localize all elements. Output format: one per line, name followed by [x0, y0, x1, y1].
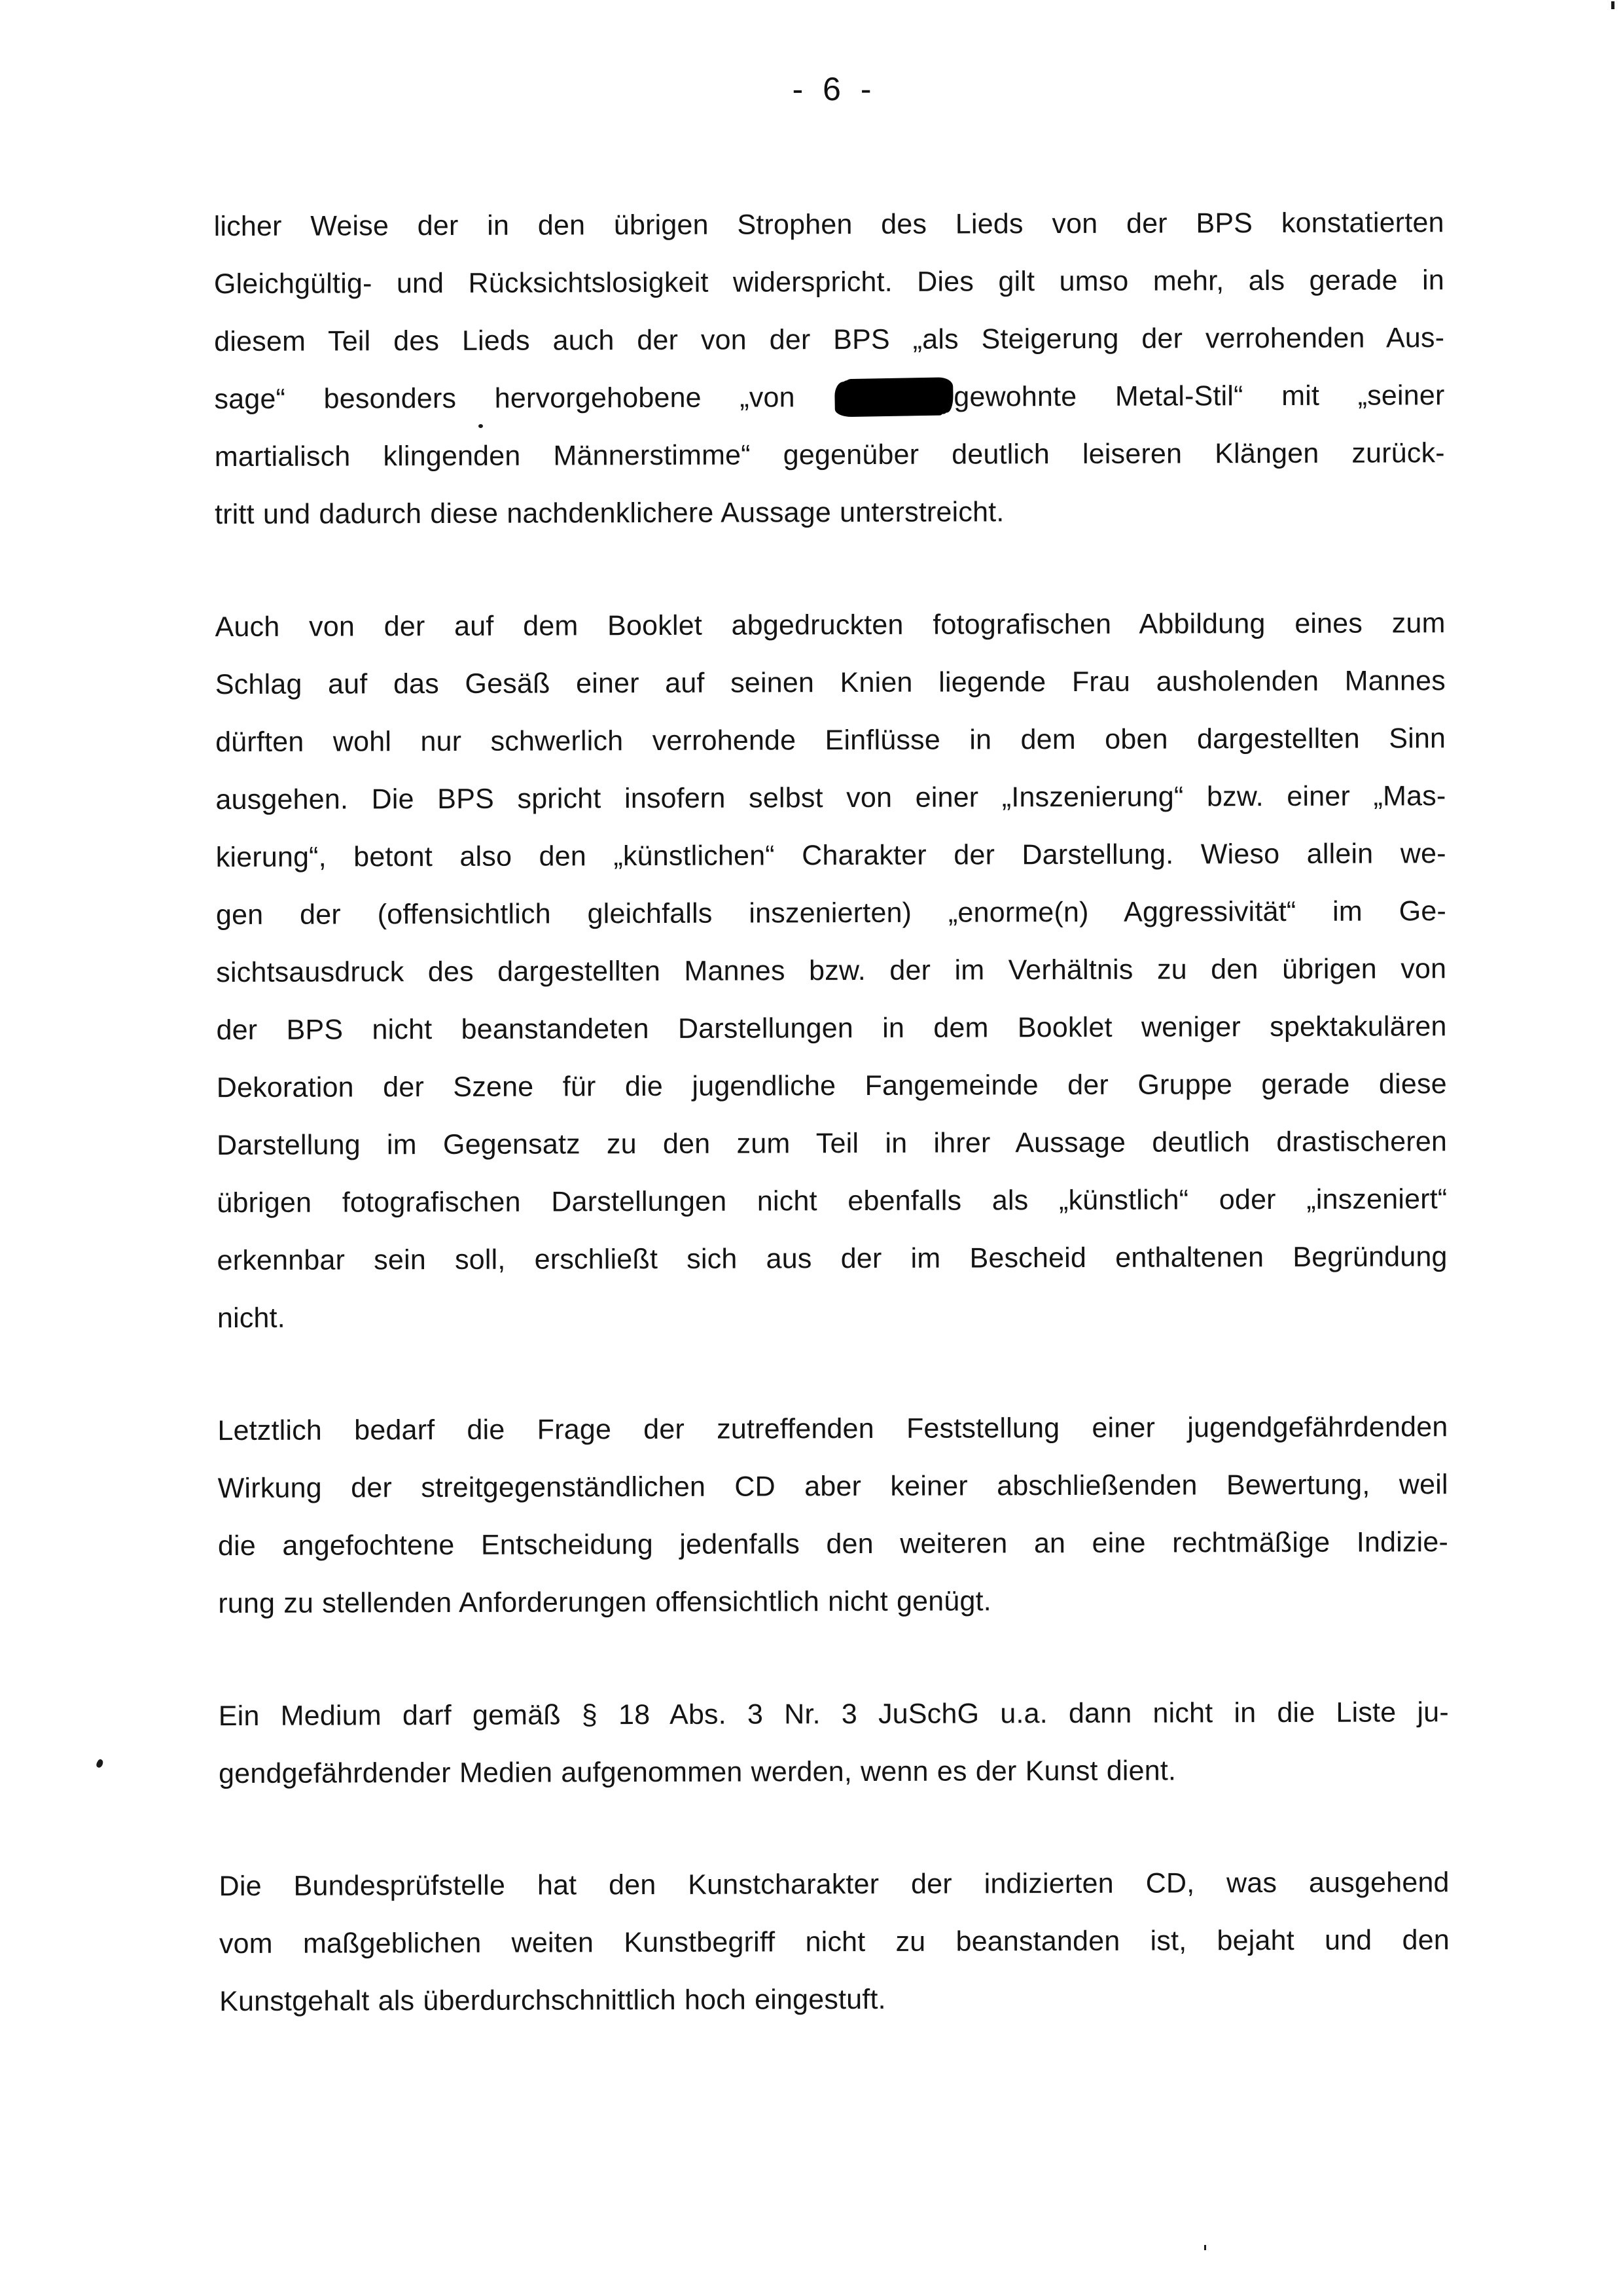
text-line [219, 1969, 1450, 2030]
text-segment: gewohnte Metal-Stil“ mit „seiner [954, 380, 1445, 413]
text-segment: Dekoration der Szene für die jugendliche Fangemeinde der Gruppe gerade diese [216, 1068, 1447, 1104]
text-line [215, 709, 1446, 771]
text-segment: Schlag auf das Gesäß einer auf seinen Knien liegende Frau ausholenden Mannes [215, 665, 1446, 701]
text-line [219, 1683, 1449, 1745]
text-segment: Letztlich bedarf die Frage der zutreffenden Feststellung einer jugendgefährdenden [217, 1411, 1448, 1447]
text-segment: Gleichgültig- und Rücksichtslosigkeit widerspricht. Dies gilt umso mehr, als gerade in [213, 264, 1445, 300]
text-line [214, 309, 1444, 370]
text-segment: gendgefährdender Medien aufgenommen werden, wenn es der Kunst dient. [219, 1755, 1177, 1790]
scan-artifact [478, 424, 483, 428]
text-line [217, 1398, 1448, 1460]
text-line [215, 594, 1445, 656]
text-segment: gen der (offensichtlich gleichfalls inszenierten) „enorme(n) Aggressivität“ im Ge- [215, 895, 1447, 931]
text-line [215, 424, 1445, 486]
scan-artifact [1611, 1, 1614, 9]
text-segment: Auch von der auf dem Booklet abgedruckten fotografischen Abbildung eines zum [215, 607, 1446, 643]
text-segment: martialisch klingenden Männerstimme“ gegenüber deutlich leiseren Klängen zurück- [214, 437, 1445, 473]
text-line [216, 825, 1446, 886]
text-segment: erkennbar sein soll, erschließt sich aus der im Bescheid enthaltenen Begründung [217, 1241, 1448, 1277]
paragraph [215, 594, 1448, 1347]
text-line [217, 1228, 1448, 1289]
text-line [219, 1911, 1450, 1973]
text-segment: licher Weise der in den übrigen Strophen des Lieds von der BPS konstatierten [213, 207, 1444, 243]
text-segment: Die Bundesprüfstelle hat den Kunstcharakter der indizierten CD, was ausgehend [219, 1867, 1450, 1903]
text-segment: rung zu stellenden Anforderungen offensichtlich nicht genügt. [218, 1585, 991, 1620]
paragraph [219, 1683, 1450, 1803]
text-segment: diesem Teil des Lieds auch der von der BPS „als Steigerung der verrohenden Aus- [214, 322, 1445, 358]
text-line [218, 1456, 1448, 1517]
text-line [214, 251, 1444, 313]
text-segment: tritt und dadurch diese nachdenklichere Aussage unterstreicht. [214, 496, 1005, 531]
text-body [214, 194, 1450, 2085]
text-segment: kierung“, betont also den „künstlichen“ Charakter der Darstellung. Wieso allein we- [215, 838, 1446, 874]
text-segment: die angefochtene Entscheidung jedenfalls den weiteren an eine rechtmäßige Indizie- [217, 1526, 1449, 1562]
text-line [217, 1113, 1447, 1174]
paragraph [217, 1398, 1448, 1632]
text-line [216, 940, 1446, 1001]
text-segment: vom maßgeblichen weiten Kunstbegriff nicht zu beanstanden ist, bejaht und den [219, 1924, 1450, 1960]
text-line [217, 1285, 1448, 1347]
text-segment: Ein Medium darf gemäß § 18 Abs. 3 Nr. 3 JuSchG u.a. dann nicht in die Liste ju- [218, 1696, 1449, 1732]
text-line [217, 1170, 1447, 1232]
text-line [215, 652, 1446, 713]
text-line [215, 767, 1446, 829]
text-line [216, 882, 1446, 944]
page-number: - 6 - [792, 70, 877, 108]
text-segment: der BPS nicht beanstandeten Darstellungen in dem Booklet weniger spektakulären [216, 1011, 1447, 1047]
scan-artifact [1204, 2245, 1206, 2250]
text-line [214, 367, 1444, 428]
text-line [214, 194, 1444, 255]
text-line [218, 1571, 1448, 1632]
text-segment: ausgehen. Die BPS spricht insofern selbst von einer „Inszenierung“ bzw. einer „Mas- [215, 780, 1446, 816]
text-segment: nicht. [217, 1302, 285, 1335]
text-line [216, 997, 1446, 1059]
text-line [217, 1055, 1447, 1117]
text-segment: sichtsausdruck des dargestellten Mannes bzw. der im Verhältnis zu den übrigen von [216, 953, 1447, 989]
text-line [219, 1854, 1450, 1915]
paragraph [214, 194, 1446, 543]
redaction-mark [838, 378, 950, 416]
text-segment: dürften wohl nur schwerlich verrohende Einflüsse in dem oben dargestellten Sinn [215, 723, 1446, 759]
text-segment: übrigen fotografischen Darstellungen nicht ebenfalls als „künstlich“ oder „inszeniert“ [217, 1183, 1448, 1219]
text-segment: Wirkung der streitgegenständlichen CD aber keiner abschließenden Bewertung, weil [217, 1469, 1448, 1505]
text-segment: Darstellung im Gegensatz zu den zum Teil in ihrer Aussage deutlich drastischeren [217, 1126, 1448, 1162]
text-line [218, 1513, 1448, 1575]
text-line [215, 482, 1445, 543]
text-segment: Kunstgehalt als überdurchschnittlich hoch eingestuft. [219, 1983, 886, 2018]
paragraph [219, 1854, 1450, 2030]
text-line [219, 1741, 1449, 1803]
text-segment: sage“ besonders hervorgehobene „von [214, 382, 795, 416]
